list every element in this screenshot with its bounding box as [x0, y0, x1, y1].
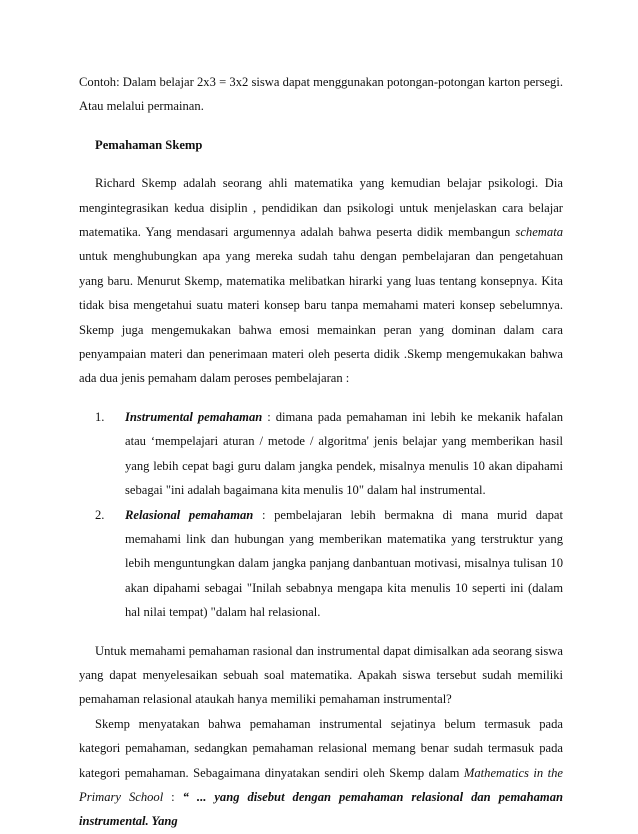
list-text: : pembelajaran lebih bermakna di mana murid dapat memahami link dan hubungan yang memberikan matematika yang terstruktur yang lebih menguntungkan dalam jangka panjang danbantuan motivasi, misalnya tulisan 10 akan dipahami sebagai "Inilah sebabnya mengapa kita menulis 10 seperti ini (dalam hal nilai tempat) "dalam hal relasional.	[125, 507, 563, 620]
document-body	[79, 70, 563, 834]
quote-text: “ ... yang disebut dengan pemahaman relasional dan pemahaman instrumental. Yang	[79, 789, 564, 829]
paragraph-text: untuk menghubungkan apa yang mereka sudah tahu dengan pembelajaran dan pengetahuan yang baru. Menurut Skemp, matematika melibatkan hirarki yang luas tentang konsepnya. Kita tidak bisa mengetahui suatu materi konsep baru tanpa memahami materi konsep sebelumnya. Skemp juga mengemukakan bahwa emosi memainkan peran yang dominan dalam cara penyampaian materi dan penerimaan materi oleh peserta didik .Skemp mengemukakan bahwa ada dua jenis pemaham dalam peroses pembelajaran :	[79, 249, 563, 386]
paragraph-skemp-intro	[79, 171, 563, 391]
list-number: 1.	[95, 409, 105, 424]
list-item	[95, 503, 563, 625]
paragraph-example: Untuk memahami pemahaman rasional dan instrumental dapat dimisalkan ada seorang siswa yang dapat menyelesaikan sebuah soal matematika. Apakah siswa tersebut sudah memiliki pemahaman relasional ataukah hanya memiliki pemahaman instrumental?	[79, 643, 563, 707]
list-text: : dimana pada pemahaman ini lebih ke mekanik hafalan atau ‘mempelajari aturan / metode / algoritma' jenis belajar yang memberikan hasil yang lebih cepat bagi guru dalam jangka pendek, misalnya menulis 10 akan dipahami sebagai "ini adalah bagaimana kita menulis 10" dalam hal instrumental.	[125, 409, 563, 498]
paragraph-skemp-statement	[79, 712, 563, 834]
paragraph-text: Richard Skemp adalah seorang ahli matematika yang kemudian belajar psikologi. Dia mengintegrasikan kedua disiplin , pendidikan dan psikologi untuk menjelaskan cara belajar matematika. Yang mendasari argumennya adalah bahwa peserta didik membangun	[79, 176, 563, 240]
paragraph-text: Skemp menyatakan bahwa pemahaman instrumental sejatinya belum termasuk pada kategori pemahaman, sedangkan pemahaman relasional memang benar sudah termasuk pada kategori pemahaman. Sebagaimana dinyatakan sendiri oleh Skemp dalam	[79, 716, 563, 780]
book-title: Mathematics in the Primary School	[79, 765, 563, 804]
list-term: Relasional pemahaman	[125, 507, 254, 522]
list-item	[95, 405, 563, 503]
list-number: 2.	[95, 507, 105, 522]
list-term: Instrumental pemahaman	[125, 409, 263, 424]
schemata-term: schemata	[515, 225, 563, 240]
section-heading: Pemahaman Skemp	[95, 137, 203, 152]
understanding-types-list	[79, 405, 563, 625]
paragraph-text: :	[163, 789, 183, 804]
intro-paragraph: Contoh: Dalam belajar 2x3 = 3x2 siswa dapat menggunakan potongan-potongan karton persegi. Atau melalui permainan.	[79, 75, 563, 114]
